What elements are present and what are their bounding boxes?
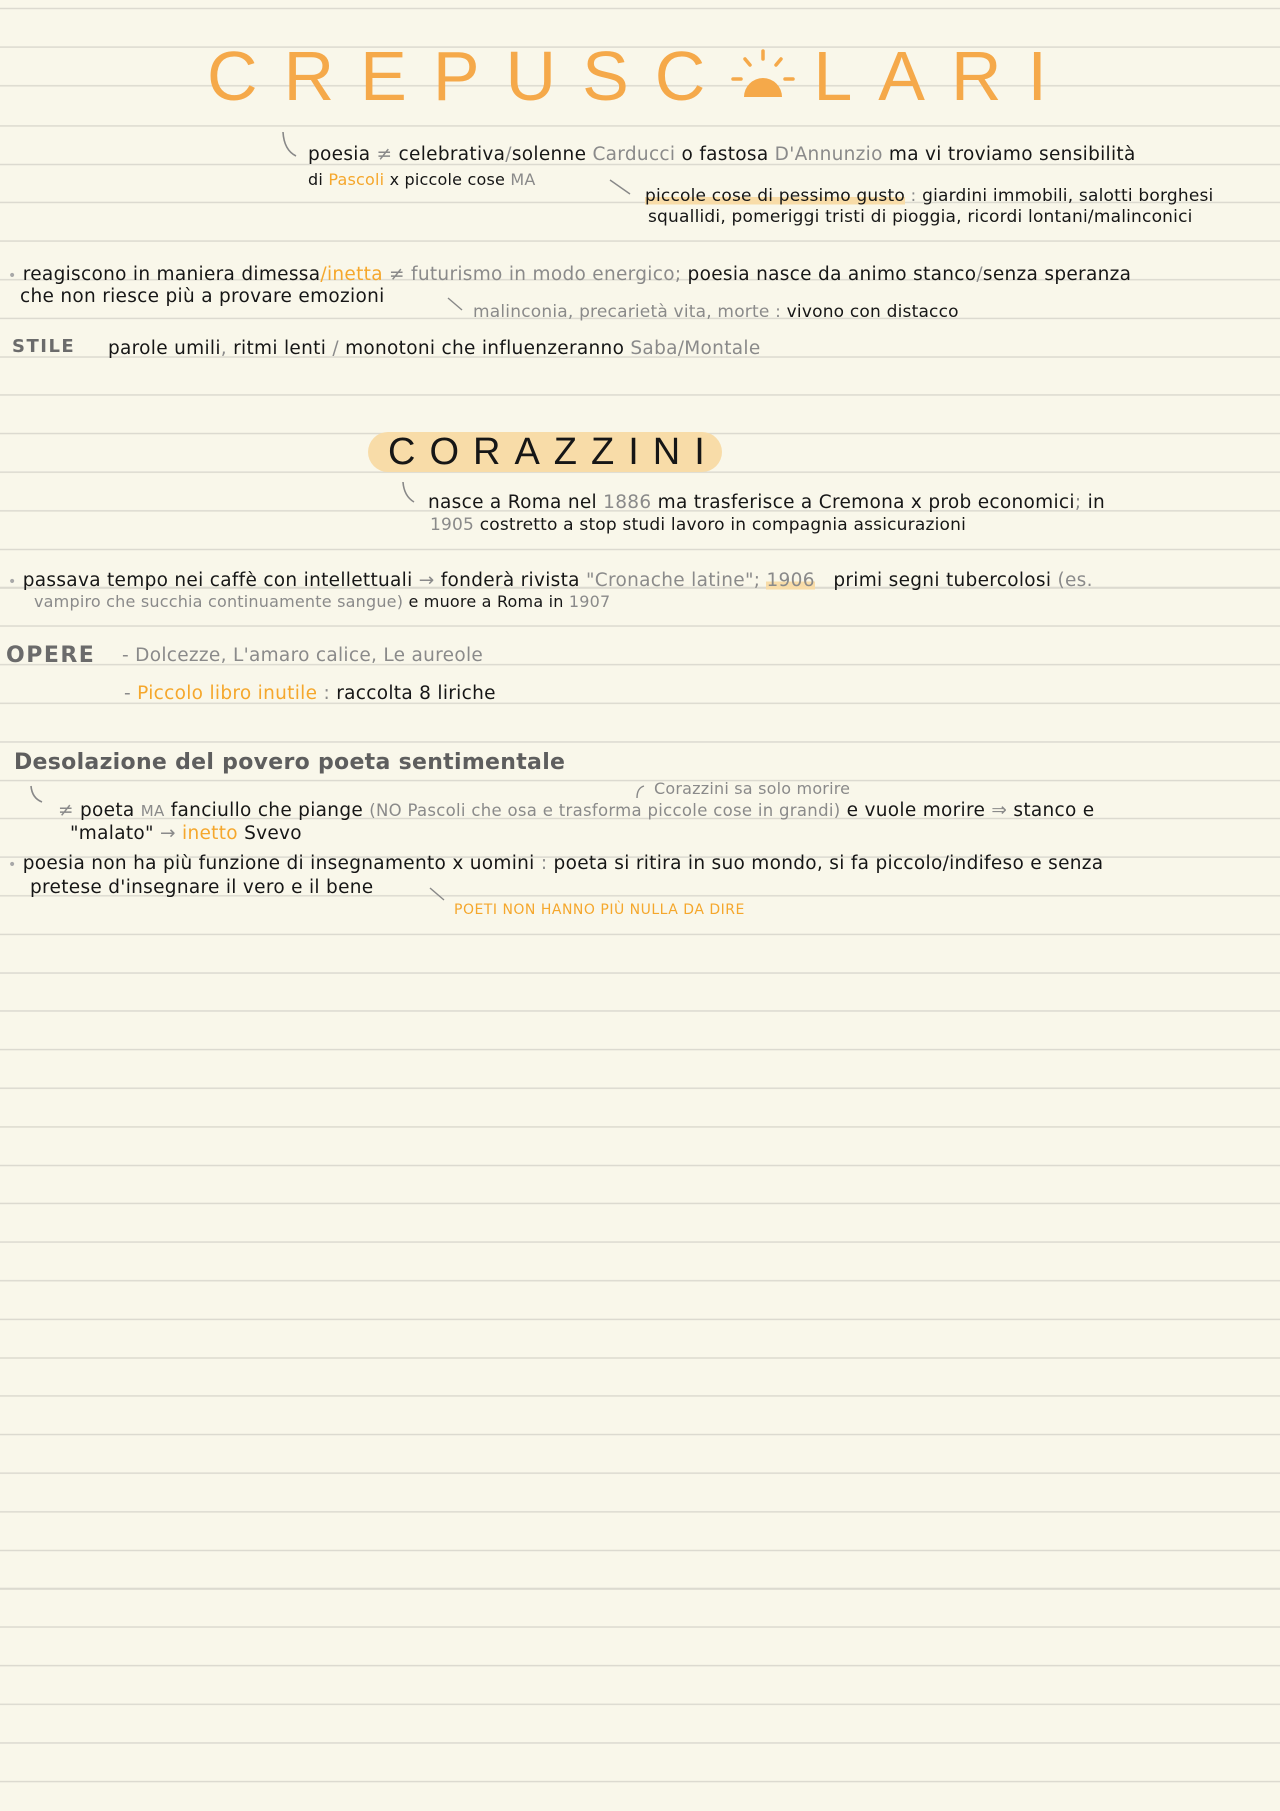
stile-line: parole umili, ritmi lenti / monotoni che influenzeranno Saba/Montale xyxy=(108,338,761,359)
opere-line-1: - Dolcezze, L'amaro calice, Le aureole xyxy=(122,645,484,666)
opere-label: OPERE xyxy=(6,643,96,668)
desolazione-line-1: ≠ poeta MA fanciullo che piange (NO Pascoli che osa e trasforma piccole cose in grandi) e vuole morire ⇒ stanco e xyxy=(58,800,1095,821)
desolazione-heading: Desolazione del povero poeta sentimentale xyxy=(14,750,566,775)
page-title xyxy=(0,36,1280,116)
connector-line-bene xyxy=(428,886,448,904)
connector-curve-corazzini xyxy=(400,480,420,506)
opere-line-2: - Piccolo libro inutile : raccolta 8 liriche xyxy=(124,683,496,704)
connector-curve-intro xyxy=(280,130,300,160)
connector-curve-desolazione xyxy=(28,784,48,806)
corazzini-line-2: 1905 costretto a stop studi lavoro in compagnia assicurazioni xyxy=(430,515,966,535)
passava-line-2: vampiro che succhia continuamente sangue) e muore a Roma in 1907 xyxy=(34,592,611,611)
intro-line-2: di Pascoli x piccole cose MA xyxy=(308,170,536,189)
reagiscono-line-2: che non riesce più a provare emozioni xyxy=(20,286,385,307)
intro-side-line-1: piccole cose di pessimo gusto : giardini immobili, salotti borghesi xyxy=(645,186,1214,206)
intro-side-line-2: squallidi, pomeriggi tristi di pioggia, ricordi lontani/malinconici xyxy=(648,207,1193,227)
intro-line-1: poesia ≠ celebrativa/solenne Carducci o fastosa D'Annunzio ma vi troviamo sensibilità xyxy=(308,144,1136,165)
passava-line-1: • passava tempo nei caffè con intellettuali → fonderà rivista "Cronache latine"; 1906 primi segni tubercolosi (es. xyxy=(8,570,1093,591)
funzione-note: POETI NON HANNO PIÙ NULLA DA DIRE xyxy=(454,902,745,918)
reagiscono-line-1: • reagiscono in maniera dimessa/inetta ≠ futurismo in modo energico; poesia nasce da animo stanco/senza speranza xyxy=(8,264,1132,285)
desolazione-note: Corazzini sa solo morire xyxy=(654,779,851,798)
connector-curve-note xyxy=(634,784,648,800)
desolazione-line-2: "malato" → inetto Svevo xyxy=(70,823,302,844)
title-part-1: CREPUSC xyxy=(207,37,732,115)
stile-label: STILE xyxy=(12,336,76,357)
corazzini-line-1: nasce a Roma nel 1886 ma trasferisce a Cremona x prob economici; in xyxy=(428,492,1106,513)
corazzini-heading: CORAZZINI xyxy=(388,431,719,473)
funzione-line-2: pretese d'insegnare il vero e il bene xyxy=(30,877,374,898)
connector-line-ma xyxy=(608,178,632,196)
sun-icon xyxy=(731,49,795,109)
title-part-2: LARI xyxy=(813,37,1073,115)
reagiscono-side: malinconia, precarietà vita, morte : vivono con distacco xyxy=(473,302,959,322)
funzione-line-1: • poesia non ha più funzione di insegnamento x uomini : poeta si ritira in suo mondo, si fa piccolo/indifeso e senza xyxy=(8,853,1104,874)
connector-line-emozioni xyxy=(446,296,466,314)
